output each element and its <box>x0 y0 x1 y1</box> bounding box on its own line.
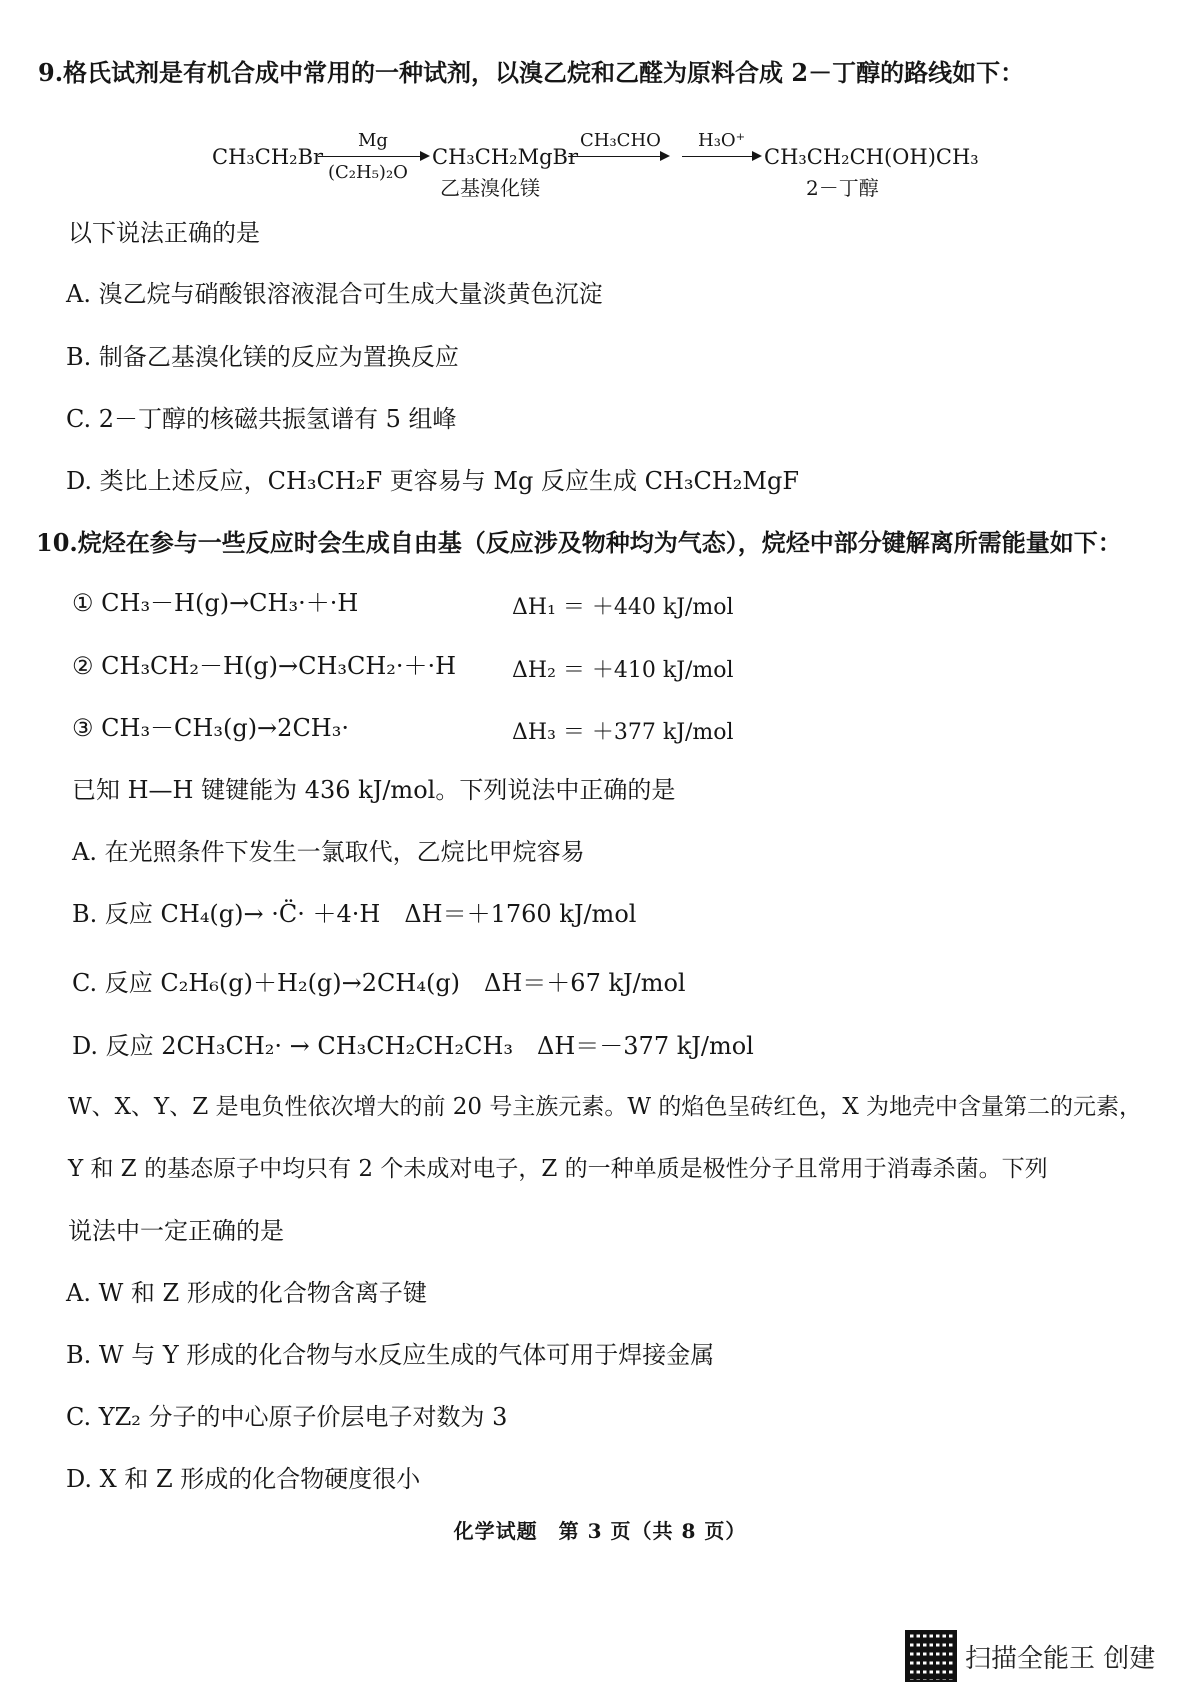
scheme-reactant: CH₃CH₂Br <box>212 145 324 169</box>
scheme-reagent3-top: H₃O⁺ <box>698 130 746 151</box>
q10-known: 已知 H—H 键键能为 436 kJ/mol。下列说法中正确的是 <box>72 776 676 804</box>
q9-option-c: C. 2－丁醇的核磁共振氢谱有 5 组峰 <box>66 405 457 433</box>
q10-equation-1: ① CH₃－H(g)→CH₃·＋·H <box>72 589 359 617</box>
scanner-label: 扫描全能王 创建 <box>965 1643 1156 1674</box>
q9-option-a: A. 溴乙烷与硝酸银溶液混合可生成大量淡黄色沉淀 <box>66 280 603 308</box>
q10-dh-2: ΔH₂ ＝ ＋410 kJ/mol <box>512 658 734 683</box>
scheme-product: CH₃CH₂CH(OH)CH₃ <box>764 145 979 169</box>
q10-option-a: A. 在光照条件下发生一氯取代，乙烷比甲烷容易 <box>72 838 585 866</box>
q10-stem: 10.烷烃在参与一些反应时会生成自由基（反应涉及物种均为气态），烷烃中部分键解离所需能量如下： <box>36 528 1122 557</box>
q9-stem: 9.格氏试剂是有机合成中常用的一种试剂，以溴乙烷和乙醛为原料合成 2－丁醇的路线如下： <box>38 58 1025 87</box>
scheme-arrow-1 <box>318 156 428 157</box>
q11-option-c: C. YZ₂ 分子的中心原子价层电子对数为 3 <box>66 1403 508 1431</box>
q11-option-d: D. X 和 Z 形成的化合物硬度很小 <box>66 1465 421 1493</box>
q11-option-a: A. W 和 Z 形成的化合物含离子键 <box>66 1279 427 1307</box>
scheme-reagent1-bottom: (C₂H₅)₂O <box>328 162 408 183</box>
q10-equation-2: ② CH₃CH₂－H(g)→CH₃CH₂·＋·H <box>72 652 457 680</box>
q9-option-b: B. 制备乙基溴化镁的反应为置换反应 <box>66 343 459 371</box>
q9-option-d: D. 类比上述反应，CH₃CH₂F 更容易与 Mg 反应生成 CH₃CH₂MgF <box>66 467 799 495</box>
q9-prompt: 以下说法正确的是 <box>68 219 260 247</box>
scheme-product-name: 2－丁醇 <box>806 176 879 200</box>
q10-dh-1: ΔH₁ ＝ ＋440 kJ/mol <box>512 595 734 620</box>
q11-option-b: B. W 与 Y 形成的化合物与水反应生成的气体可用于焊接金属 <box>66 1341 715 1369</box>
q10-option-b: B. 反应 CH₄(g)→ ·C̈· ＋4·H ΔH＝＋1760 kJ/mol <box>72 900 637 928</box>
q10-dh-3: ΔH₃ ＝ ＋377 kJ/mol <box>512 720 734 745</box>
q11-stem-line-3: 说法中一定正确的是 <box>68 1217 284 1245</box>
scheme-arrow-3 <box>682 156 760 157</box>
scheme-intermediate: CH₃CH₂MgBr <box>432 145 579 169</box>
q10-option-c: C. 反应 C₂H₆(g)＋H₂(g)→2CH₄(g) ΔH＝＋67 kJ/mol <box>72 969 686 997</box>
q10-option-d: D. 反应 2CH₃CH₂· → CH₃CH₂CH₂CH₃ ΔH＝－377 kJ/mol <box>72 1032 754 1060</box>
page-footer: 化学试题 第 3 页（共 8 页） <box>453 1519 747 1543</box>
q11-stem-line-2: Y 和 Z 的基态原子中均只有 2 个未成对电子，Z 的一种单质是极性分子且常用于消毒杀菌。下列 <box>68 1156 1048 1182</box>
scheme-intermediate-name: 乙基溴化镁 <box>440 176 540 200</box>
q11-stem-line-1: W、X、Y、Z 是电负性依次增大的前 20 号主族元素。W 的焰色呈砖红色，X 为地壳中含量第二的元素， <box>68 1094 1143 1120</box>
scheme-reagent2-top: CH₃CHO <box>580 130 661 151</box>
scheme-reagent1-top: Mg <box>358 130 388 151</box>
scheme-arrow-2 <box>568 156 668 157</box>
scanner-watermark <box>905 1628 1155 1684</box>
qr-code-icon <box>905 1630 957 1682</box>
q10-equation-3: ③ CH₃－CH₃(g)→2CH₃· <box>72 714 349 742</box>
